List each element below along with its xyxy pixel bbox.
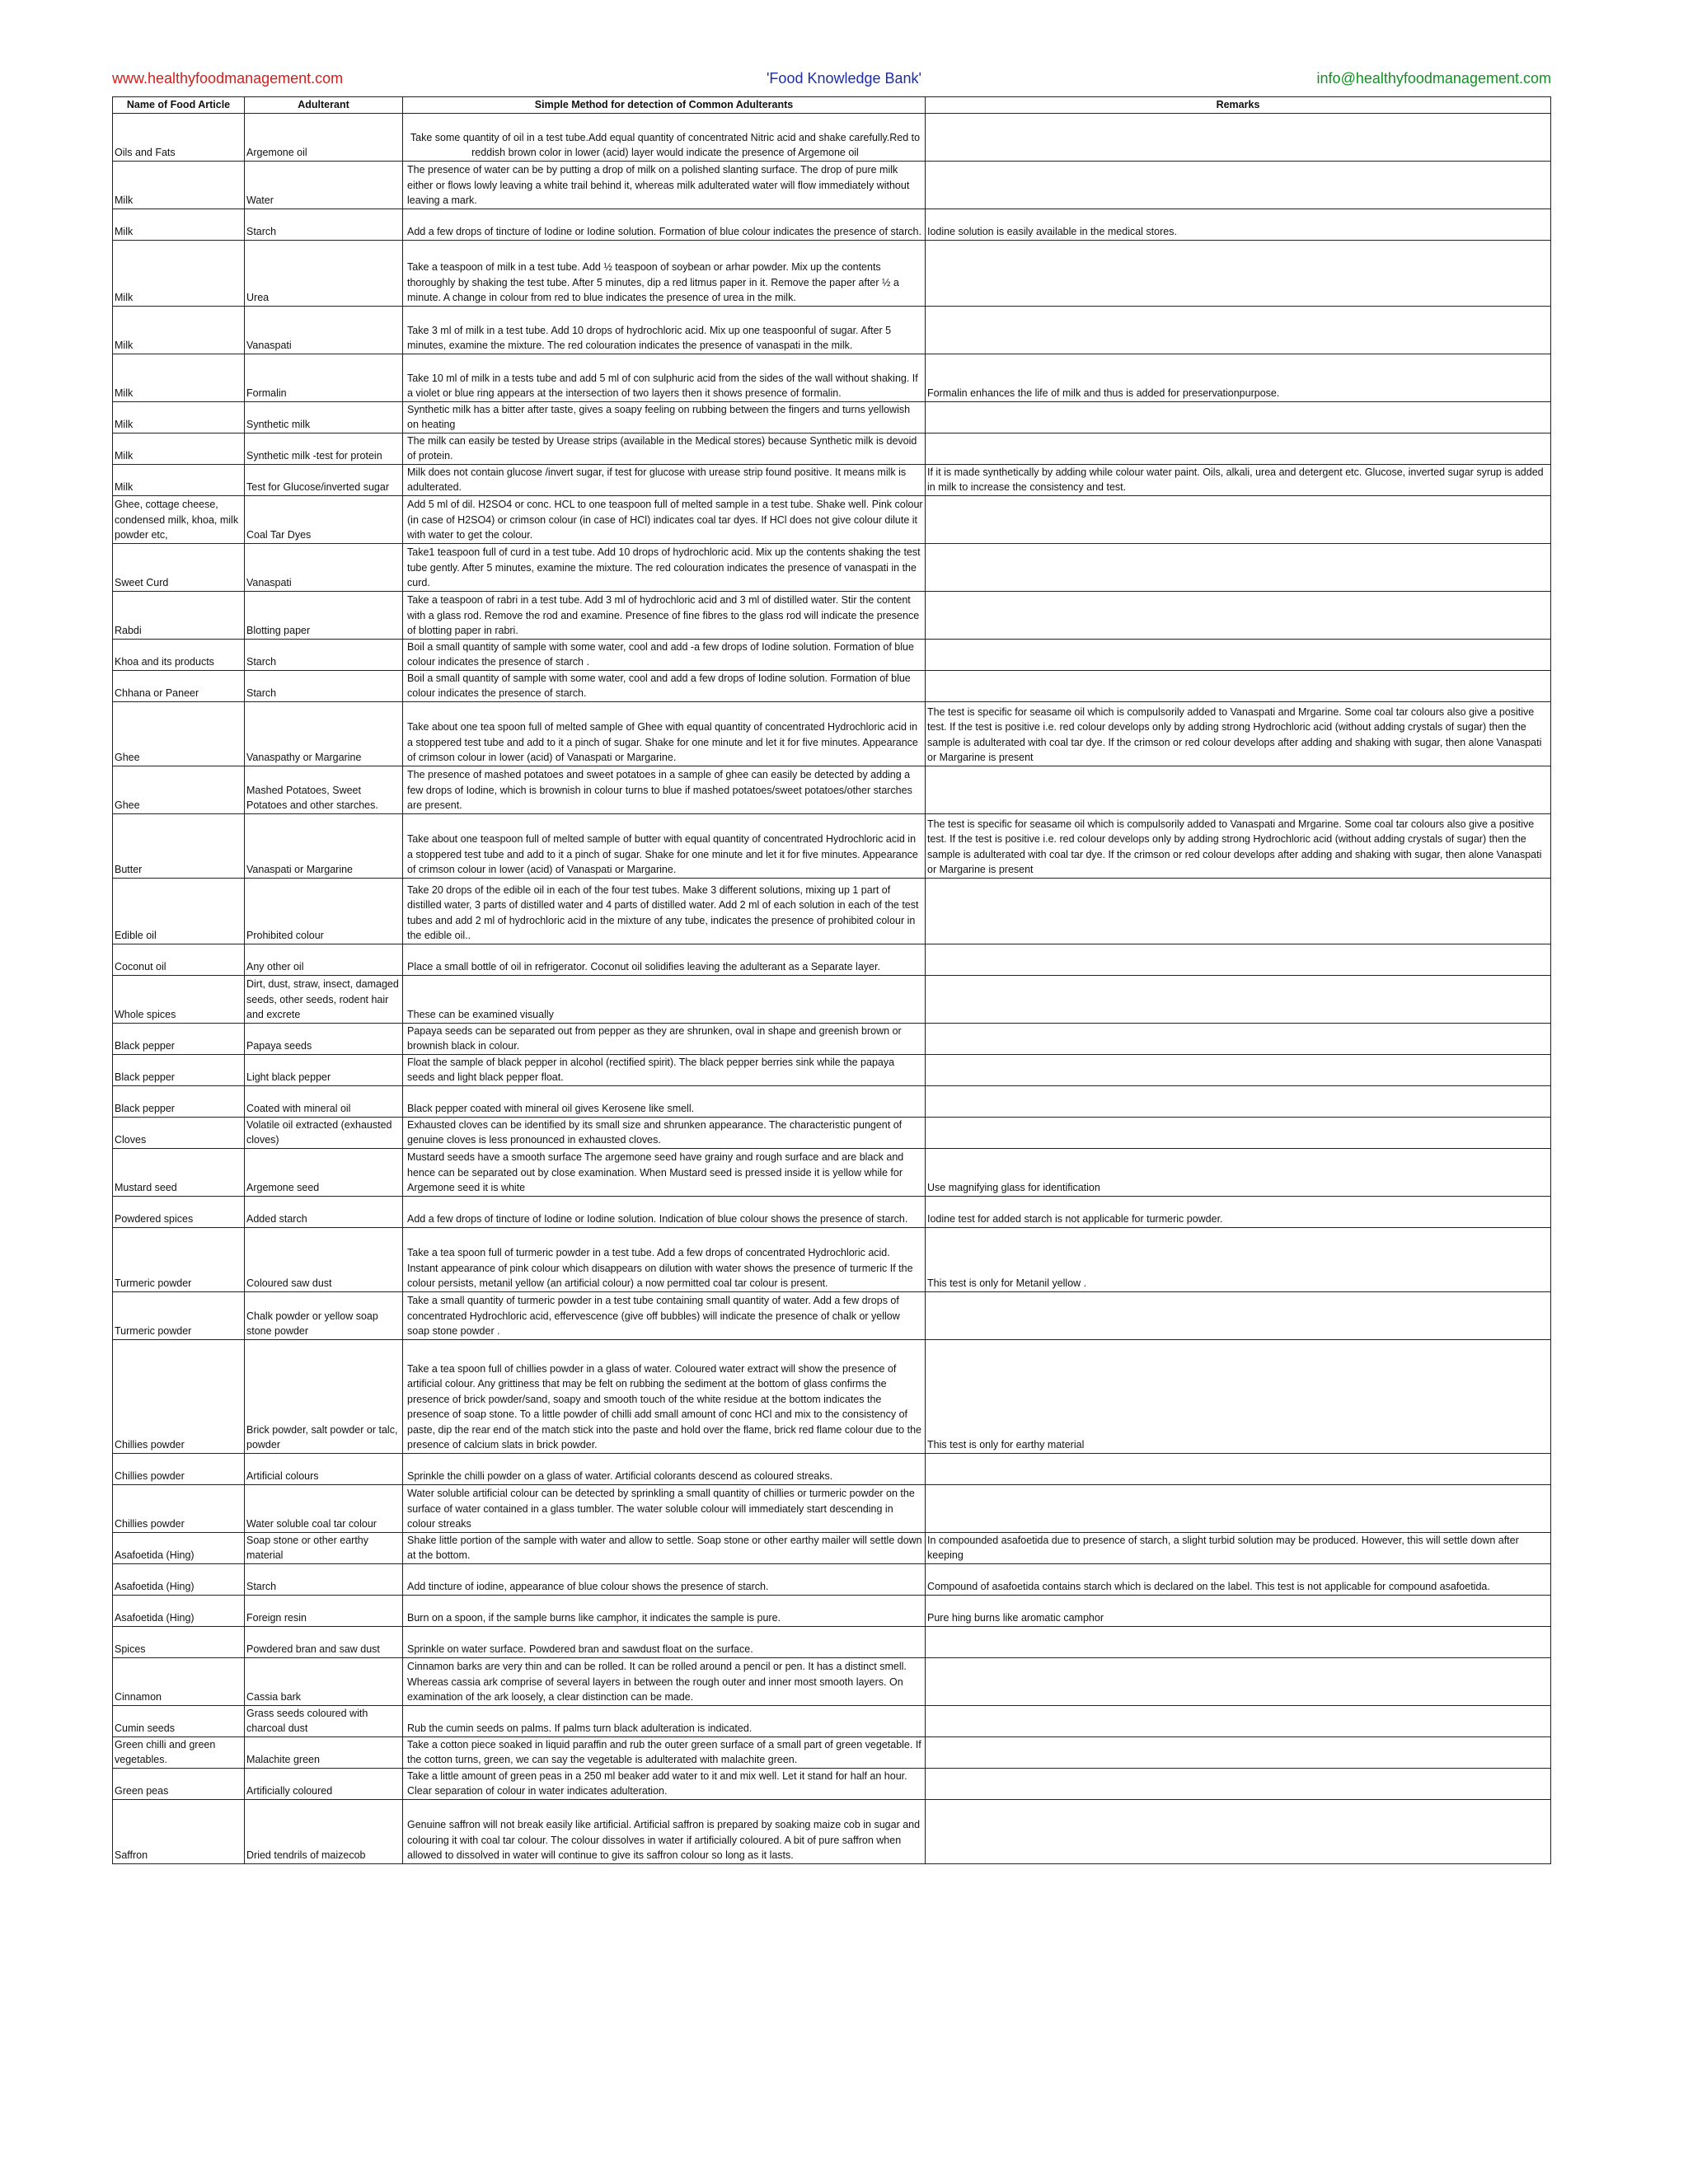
- document-title: 'Food Knowledge Bank': [767, 70, 921, 87]
- method-cell: Black pepper coated with mineral oil gives Kerosene like smell.: [403, 1085, 926, 1117]
- food-article-cell: Coconut oil: [113, 944, 245, 975]
- table-row: [113, 240, 1551, 306]
- remarks-cell: Use magnifying glass for identification: [926, 1148, 1551, 1196]
- table-row: [113, 1532, 1551, 1563]
- method-cell: Take a teaspoon of milk in a test tube. Add ½ teaspoon of soybean or arhar powder. Mix up the contents thoroughly by shaking the test tube. After 5 minutes, dip a red litmus paper in it. Remove the paper after ½ a minute. A change in colour from red to blue indicates the presence of urea in the milk.: [403, 240, 926, 306]
- remarks-cell: [926, 1484, 1551, 1532]
- table-row: [113, 1799, 1551, 1863]
- website-url[interactable]: www.healthyfoodmanagement.com: [112, 70, 344, 87]
- table-row: [113, 591, 1551, 639]
- method-cell: Shake little portion of the sample with water and allow to settle. Soap stone or other earthy mailer will settle down at the bottom.: [403, 1532, 926, 1563]
- table-row: [113, 1148, 1551, 1196]
- table-row: [113, 1657, 1551, 1705]
- food-article-cell: Asafoetida (Hing): [113, 1563, 245, 1595]
- adulterant-cell: Synthetic milk: [245, 401, 403, 433]
- food-article-cell: Powdered spices: [113, 1196, 245, 1227]
- method-cell: Add a few drops of tincture of Iodine or Iodine solution. Formation of blue colour indicates the presence of starch.: [403, 209, 926, 240]
- adulterant-cell: Vanaspati or Margarine: [245, 813, 403, 878]
- remarks-cell: [926, 306, 1551, 354]
- method-cell: Mustard seeds have a smooth surface The argemone seed have grainy and rough surface and are black and hence can be separated out by close examination. When Mustard seed is pressed inside it is yellow while for Argemone seed it is white: [403, 1148, 926, 1196]
- remarks-cell: [926, 878, 1551, 944]
- remarks-cell: The test is specific for seasame oil which is compulsorily added to Vanaspati and Mrgarine. Some coal tar colours also give a positive test. If the test is positive i.e. red colour develops only by adding strong Hydrochloric acid (without adding crystals of sugar) then the sample is adulterated with coal tar dye. If the crimson or red colour develops after adding and shaking with sugar, then alone Vanaspati or Margarine is present: [926, 701, 1551, 766]
- adulterant-cell: Water: [245, 161, 403, 209]
- food-article-cell: Asafoetida (Hing): [113, 1532, 245, 1563]
- method-cell: Take some quantity of oil in a test tube.Add equal quantity of concentrated Nitric acid and shake carefully.Red to reddish brown color in lower (acid) layer would indicate the presence of Argemone oil: [403, 113, 926, 161]
- remarks-cell: Compound of asafoetida contains starch which is declared on the label. This test is not applicable for compound asafoetida.: [926, 1563, 1551, 1595]
- method-cell: Take 10 ml of milk in a tests tube and add 5 ml of con sulphuric acid from the sides of the wall without shaking. If a violet or blue ring appears at the intersection of two layers then it shows presence of formalin.: [403, 354, 926, 401]
- remarks-cell: [926, 1453, 1551, 1484]
- remarks-cell: [926, 766, 1551, 813]
- remarks-cell: [926, 1705, 1551, 1736]
- method-cell: Take 3 ml of milk in a test tube. Add 10 drops of hydrochloric acid. Mix up one teaspoonful of sugar. After 5 minutes, examine the mixture. The red colouration indicates the presence of vanaspati in the milk.: [403, 306, 926, 354]
- food-article-cell: Black pepper: [113, 1085, 245, 1117]
- adulterant-cell: Starch: [245, 670, 403, 701]
- adulterant-cell: Synthetic milk -test for protein: [245, 433, 403, 464]
- food-article-cell: Butter: [113, 813, 245, 878]
- food-article-cell: Chillies powder: [113, 1484, 245, 1532]
- method-cell: Milk does not contain glucose /invert sugar, if test for glucose with urease strip found positive. It means milk is adulterated.: [403, 464, 926, 495]
- adulterant-cell: Artificially coloured: [245, 1768, 403, 1799]
- adulterant-cell: Dirt, dust, straw, insect, damaged seeds, other seeds, rodent hair and excrete: [245, 975, 403, 1023]
- method-cell: Take a little amount of green peas in a 250 ml beaker add water to it and mix well. Let it stand for half an hour. Clear separation of colour in water indicates adulteration.: [403, 1768, 926, 1799]
- method-cell: Cinnamon barks are very thin and can be rolled. It can be rolled around a pencil or pen. It has a distinct smell. Whereas cassia ark comprise of several layers in between the rough outer and inner most smooth layers. On examination of the ark loosely, a clear distinction can be made.: [403, 1657, 926, 1705]
- table-row: [113, 543, 1551, 591]
- table-row: [113, 464, 1551, 495]
- remarks-cell: Formalin enhances the life of milk and thus is added for preservationpurpose.: [926, 354, 1551, 401]
- method-cell: These can be examined visually: [403, 975, 926, 1023]
- remarks-cell: This test is only for Metanil yellow .: [926, 1227, 1551, 1291]
- remarks-cell: Iodine solution is easily available in the medical stores.: [926, 209, 1551, 240]
- remarks-cell: [926, 639, 1551, 670]
- adulterant-cell: Starch: [245, 639, 403, 670]
- remarks-cell: This test is only for earthy material: [926, 1339, 1551, 1453]
- remarks-cell: [926, 113, 1551, 161]
- remarks-cell: [926, 591, 1551, 639]
- remarks-cell: [926, 944, 1551, 975]
- table-header-row: [113, 97, 1551, 114]
- method-cell: Take a tea spoon full of turmeric powder in a test tube. Add a few drops of concentrated Hydrochloric acid. Instant appearance of pink colour which disappears on dilution with water shows the presence of turmeric If the colour persists, metanil yellow (an artificial colour) a now permitted coal tar colour is present.: [403, 1227, 926, 1291]
- remarks-cell: [926, 1085, 1551, 1117]
- table-row: [113, 670, 1551, 701]
- adulterant-cell: Water soluble coal tar colour: [245, 1484, 403, 1532]
- adulterant-cell: Vanaspathy or Margarine: [245, 701, 403, 766]
- table-row: [113, 1023, 1551, 1054]
- method-cell: Place a small bottle of oil in refrigerator. Coconut oil solidifies leaving the adulterant as a Separate layer.: [403, 944, 926, 975]
- food-article-cell: Spices: [113, 1626, 245, 1657]
- adulterant-cell: Mashed Potatoes, Sweet Potatoes and other starches.: [245, 766, 403, 813]
- food-article-cell: Ghee: [113, 766, 245, 813]
- adulterant-cell: Papaya seeds: [245, 1023, 403, 1054]
- remarks-cell: The test is specific for seasame oil which is compulsorily added to Vanaspati and Mrgarine. Some coal tar colours also give a positive test. If the test is positive i.e. red colour develops only by adding strong Hydrochloric acid (without adding crystals of sugar) then the sample is adulterated with coal tar dye. If the crimson or red colour develops after adding and shaking with sugar, then alone Vanaspati or Margarine is present: [926, 813, 1551, 878]
- remarks-cell: [926, 1736, 1551, 1768]
- adulterant-cell: Malachite green: [245, 1736, 403, 1768]
- method-cell: Take a tea spoon full of chillies powder in a glass of water. Coloured water extract will show the presence of artificial colour. Any grittiness that may be felt on rubbing the sediment at the bottom of glass confirms the presence of brick powder/sand, soapy and smooth touch of the white residue at the bottom indicates the presence of soap stone. To a little powder of chilli add small amount of conc HCl and mix to the consistency of paste, dip the rear end of the match stick into the paste and hold over the flame, brick red flame colour due to the presence of calcium slats in brick powder.: [403, 1339, 926, 1453]
- food-article-cell: Chillies powder: [113, 1339, 245, 1453]
- table-row: [113, 433, 1551, 464]
- table-row: [113, 1117, 1551, 1148]
- adulterant-cell: Grass seeds coloured with charcoal dust: [245, 1705, 403, 1736]
- adulterant-cell: Dried tendrils of maizecob: [245, 1799, 403, 1863]
- adulterant-cell: Vanaspati: [245, 306, 403, 354]
- adulterant-cell: Light black pepper: [245, 1054, 403, 1085]
- adulterant-cell: Soap stone or other earthy material: [245, 1532, 403, 1563]
- table-row: [113, 209, 1551, 240]
- method-cell: Boil a small quantity of sample with some water, cool and add a few drops of Iodine solution. Formation of blue colour indicates the presence of starch.: [403, 670, 926, 701]
- food-article-cell: Khoa and its products: [113, 639, 245, 670]
- table-row: [113, 401, 1551, 433]
- adulterant-cell: Argemone seed: [245, 1148, 403, 1196]
- adulterant-cell: Brick powder, salt powder or talc, powder: [245, 1339, 403, 1453]
- method-cell: Genuine saffron will not break easily like artificial. Artificial saffron is prepared by soaking maize cob in sugar and colouring it with coal tar colour. The colour dissolves in water if artificially coloured. A bit of pure saffron when allowed to dissolved in water will continue to give its saffron colour so long as it lasts.: [403, 1799, 926, 1863]
- method-cell: Water soluble artificial colour can be detected by sprinkling a small quantity of chillies or turmeric powder on the surface of water contained in a glass tumbler. The water soluble colour will immediately start descending in colour streaks: [403, 1484, 926, 1532]
- adulterant-cell: Urea: [245, 240, 403, 306]
- remarks-cell: [926, 1626, 1551, 1657]
- adulterant-cell: Starch: [245, 1563, 403, 1595]
- adulterant-cell: Chalk powder or yellow soap stone powder: [245, 1291, 403, 1339]
- remarks-cell: [926, 1768, 1551, 1799]
- food-article-cell: Milk: [113, 401, 245, 433]
- remarks-cell: [926, 975, 1551, 1023]
- food-article-cell: Milk: [113, 464, 245, 495]
- method-cell: Exhausted cloves can be identified by its small size and shrunken appearance. The characteristic pungent of genuine cloves is less pronounced in exhausted cloves.: [403, 1117, 926, 1148]
- remarks-cell: Iodine test for added starch is not applicable for turmeric powder.: [926, 1196, 1551, 1227]
- table-row: [113, 354, 1551, 401]
- food-article-cell: Ghee: [113, 701, 245, 766]
- table-row: [113, 975, 1551, 1023]
- remarks-cell: In compounded asafoetida due to presence of starch, a slight turbid solution may be produced. However, this will settle down after keeping: [926, 1532, 1551, 1563]
- table-row: [113, 878, 1551, 944]
- remarks-cell: [926, 1054, 1551, 1085]
- remarks-cell: Pure hing burns like aromatic camphor: [926, 1595, 1551, 1626]
- remarks-cell: [926, 1799, 1551, 1863]
- column-header-food-article: Name of Food Article: [113, 97, 245, 114]
- table-row: [113, 813, 1551, 878]
- column-header-adulterant: Adulterant: [245, 97, 403, 114]
- adulterant-cell: Artificial colours: [245, 1453, 403, 1484]
- method-cell: Take 20 drops of the edible oil in each of the four test tubes. Make 3 different solutions, mixing up 1 part of distilled water, 3 parts of distilled water and 4 parts of distilled water. Add 2 ml of each solution in each of the test tubes and add 2 ml of hydrochloric acid in the mixture of any tube, indicates the presence of prohibited colour in the edible oil..: [403, 878, 926, 944]
- food-article-cell: Edible oil: [113, 878, 245, 944]
- table-row: [113, 1736, 1551, 1768]
- table-row: [113, 1484, 1551, 1532]
- method-cell: The presence of water can be by putting a drop of milk on a polished slanting surface. The drop of pure milk either or flows lowly leaving a white trail behind it, whereas milk adulterated water will flow immediately without leaving a mark.: [403, 161, 926, 209]
- table-row: [113, 495, 1551, 543]
- table-row: [113, 1227, 1551, 1291]
- food-article-cell: Milk: [113, 161, 245, 209]
- method-cell: Papaya seeds can be separated out from pepper as they are shrunken, oval in shape and greenish brown or brownish black in colour.: [403, 1023, 926, 1054]
- food-article-cell: Chillies powder: [113, 1453, 245, 1484]
- method-cell: Take a cotton piece soaked in liquid paraffin and rub the outer green surface of a small part of green vegetable. If the cotton turns, green, we can say the vegetable is adulterated with malachite green.: [403, 1736, 926, 1768]
- table-row: [113, 1085, 1551, 1117]
- table-row: [113, 306, 1551, 354]
- column-header-remarks: Remarks: [926, 97, 1551, 114]
- method-cell: Take a small quantity of turmeric powder in a test tube containing small quantity of water. Add a few drops of concentrated Hydrochloric acid, effervescence (give off bubbles) will indicate the presence of chalk or yellow soap stone powder .: [403, 1291, 926, 1339]
- method-cell: Sprinkle the chilli powder on a glass of water. Artificial colorants descend as coloured streaks.: [403, 1453, 926, 1484]
- table-row: [113, 639, 1551, 670]
- food-article-cell: Cloves: [113, 1117, 245, 1148]
- column-header-method: Simple Method for detection of Common Adulterants: [403, 97, 926, 114]
- table-row: [113, 701, 1551, 766]
- food-article-cell: Mustard seed: [113, 1148, 245, 1196]
- table-row: [113, 766, 1551, 813]
- method-cell: Rub the cumin seeds on palms. If palms turn black adulteration is indicated.: [403, 1705, 926, 1736]
- remarks-cell: [926, 240, 1551, 306]
- remarks-cell: [926, 670, 1551, 701]
- method-cell: Take1 teaspoon full of curd in a test tube. Add 10 drops of hydrochloric acid. Mix up the contents shaking the test tube gently. After 5 minutes, examine the mixture. The red colouration indicates the presence of vanaspati in the curd.: [403, 543, 926, 591]
- adulterants-table: [112, 96, 1551, 1864]
- food-article-cell: Cinnamon: [113, 1657, 245, 1705]
- adulterant-cell: Coal Tar Dyes: [245, 495, 403, 543]
- remarks-cell: [926, 401, 1551, 433]
- food-article-cell: Oils and Fats: [113, 113, 245, 161]
- table-row: [113, 1626, 1551, 1657]
- food-article-cell: Chhana or Paneer: [113, 670, 245, 701]
- food-article-cell: Milk: [113, 433, 245, 464]
- food-article-cell: Black pepper: [113, 1054, 245, 1085]
- table-row: [113, 1705, 1551, 1736]
- food-article-cell: Black pepper: [113, 1023, 245, 1054]
- adulterant-cell: Coloured saw dust: [245, 1227, 403, 1291]
- method-cell: The presence of mashed potatoes and sweet potatoes in a sample of ghee can easily be detected by adding a few drops of Iodine, which is brownish in colour turns to blue if mashed potatoes/sweet potatoes/other starches are present.: [403, 766, 926, 813]
- food-article-cell: Ghee, cottage cheese, condensed milk, khoa, milk powder etc,: [113, 495, 245, 543]
- adulterant-cell: Powdered bran and saw dust: [245, 1626, 403, 1657]
- adulterant-cell: Any other oil: [245, 944, 403, 975]
- table-row: [113, 1291, 1551, 1339]
- remarks-cell: [926, 543, 1551, 591]
- food-article-cell: Asafoetida (Hing): [113, 1595, 245, 1626]
- table-row: [113, 113, 1551, 161]
- remarks-cell: [926, 161, 1551, 209]
- adulterant-cell: Added starch: [245, 1196, 403, 1227]
- food-article-cell: Green peas: [113, 1768, 245, 1799]
- table-row: [113, 1563, 1551, 1595]
- method-cell: Sprinkle on water surface. Powdered bran and sawdust float on the surface.: [403, 1626, 926, 1657]
- adulterant-cell: Volatile oil extracted (exhausted cloves): [245, 1117, 403, 1148]
- adulterant-cell: Argemone oil: [245, 113, 403, 161]
- method-cell: Take about one teaspoon full of melted sample of butter with equal quantity of concentrated Hydrochloric acid in a stoppered test tube and add to it a pinch of sugar. Shake for one minute and let it for five minutes. Appearance of crimson colour in lower (acid) of Vanaspati or Margarine.: [403, 813, 926, 878]
- table-row: [113, 944, 1551, 975]
- food-article-cell: Milk: [113, 209, 245, 240]
- table-row: [113, 161, 1551, 209]
- table-row: [113, 1339, 1551, 1453]
- method-cell: Float the sample of black pepper in alcohol (rectified spirit). The black pepper berries sink while the papaya seeds and light black pepper float.: [403, 1054, 926, 1085]
- food-article-cell: Turmeric powder: [113, 1291, 245, 1339]
- method-cell: Burn on a spoon, if the sample burns like camphor, it indicates the sample is pure.: [403, 1595, 926, 1626]
- table-row: [113, 1054, 1551, 1085]
- table-row: [113, 1453, 1551, 1484]
- table-row: [113, 1595, 1551, 1626]
- adulterant-cell: Cassia bark: [245, 1657, 403, 1705]
- remarks-cell: [926, 1657, 1551, 1705]
- method-cell: Add a few drops of tincture of Iodine or Iodine solution. Indication of blue colour shows the presence of starch.: [403, 1196, 926, 1227]
- food-article-cell: Rabdi: [113, 591, 245, 639]
- method-cell: Boil a small quantity of sample with some water, cool and add -a few drops of Iodine solution. Formation of blue colour indicates the presence of starch .: [403, 639, 926, 670]
- method-cell: Add 5 ml of dil. H2SO4 or conc. HCL to one teaspoon full of melted sample in a test tube. Shake well. Pink colour (in case of H2SO4) or crimson colour (in case of HCl) indicates coal tar dyes. If HCl does not give colour dilute it with water to get the colour.: [403, 495, 926, 543]
- remarks-cell: [926, 1117, 1551, 1148]
- food-article-cell: Turmeric powder: [113, 1227, 245, 1291]
- method-cell: The milk can easily be tested by Urease strips (available in the Medical stores) because Synthetic milk is devoid of protein.: [403, 433, 926, 464]
- remarks-cell: [926, 1291, 1551, 1339]
- method-cell: Take a teaspoon of rabri in a test tube. Add 3 ml of hydrochloric acid and 3 ml of distilled water. Stir the content with a glass rod. Remove the rod and examine. Presence of fine fibres to the glass rod will indicate the presence of blotting paper in rabri.: [403, 591, 926, 639]
- adulterant-cell: Foreign resin: [245, 1595, 403, 1626]
- adulterant-cell: Coated with mineral oil: [245, 1085, 403, 1117]
- adulterant-cell: Test for Glucose/inverted sugar: [245, 464, 403, 495]
- table-row: [113, 1196, 1551, 1227]
- remarks-cell: [926, 1023, 1551, 1054]
- adulterant-cell: Formalin: [245, 354, 403, 401]
- food-article-cell: Sweet Curd: [113, 543, 245, 591]
- table-row: [113, 1768, 1551, 1799]
- food-article-cell: Milk: [113, 240, 245, 306]
- remarks-cell: If it is made synthetically by adding while colour water paint. Oils, alkali, urea and detergent etc. Glucose, inverted sugar syrup is added in milk to increase the consistency and test.: [926, 464, 1551, 495]
- contact-email[interactable]: info@healthyfoodmanagement.com: [1316, 70, 1551, 87]
- adulterant-cell: Vanaspati: [245, 543, 403, 591]
- food-article-cell: Milk: [113, 354, 245, 401]
- adulterant-cell: Blotting paper: [245, 591, 403, 639]
- food-article-cell: Cumin seeds: [113, 1705, 245, 1736]
- adulterant-cell: Starch: [245, 209, 403, 240]
- method-cell: Take about one tea spoon full of melted sample of Ghee with equal quantity of concentrated Hydrochloric acid in a stoppered test tube and add to it a pinch of sugar. Shake for one minute and let it for five minutes. Appearance of crimson colour in lower (acid) of Vanaspati or Margarine.: [403, 701, 926, 766]
- food-article-cell: Whole spices: [113, 975, 245, 1023]
- adulterant-cell: Prohibited colour: [245, 878, 403, 944]
- remarks-cell: [926, 495, 1551, 543]
- food-article-cell: Milk: [113, 306, 245, 354]
- method-cell: Synthetic milk has a bitter after taste, gives a soapy feeling on rubbing between the fingers and turns yellowish on heating: [403, 401, 926, 433]
- food-article-cell: Green chilli and green vegetables.: [113, 1736, 245, 1768]
- method-cell: Add tincture of iodine, appearance of blue colour shows the presence of starch.: [403, 1563, 926, 1595]
- table-body: [113, 113, 1551, 1863]
- remarks-cell: [926, 433, 1551, 464]
- food-article-cell: Saffron: [113, 1799, 245, 1863]
